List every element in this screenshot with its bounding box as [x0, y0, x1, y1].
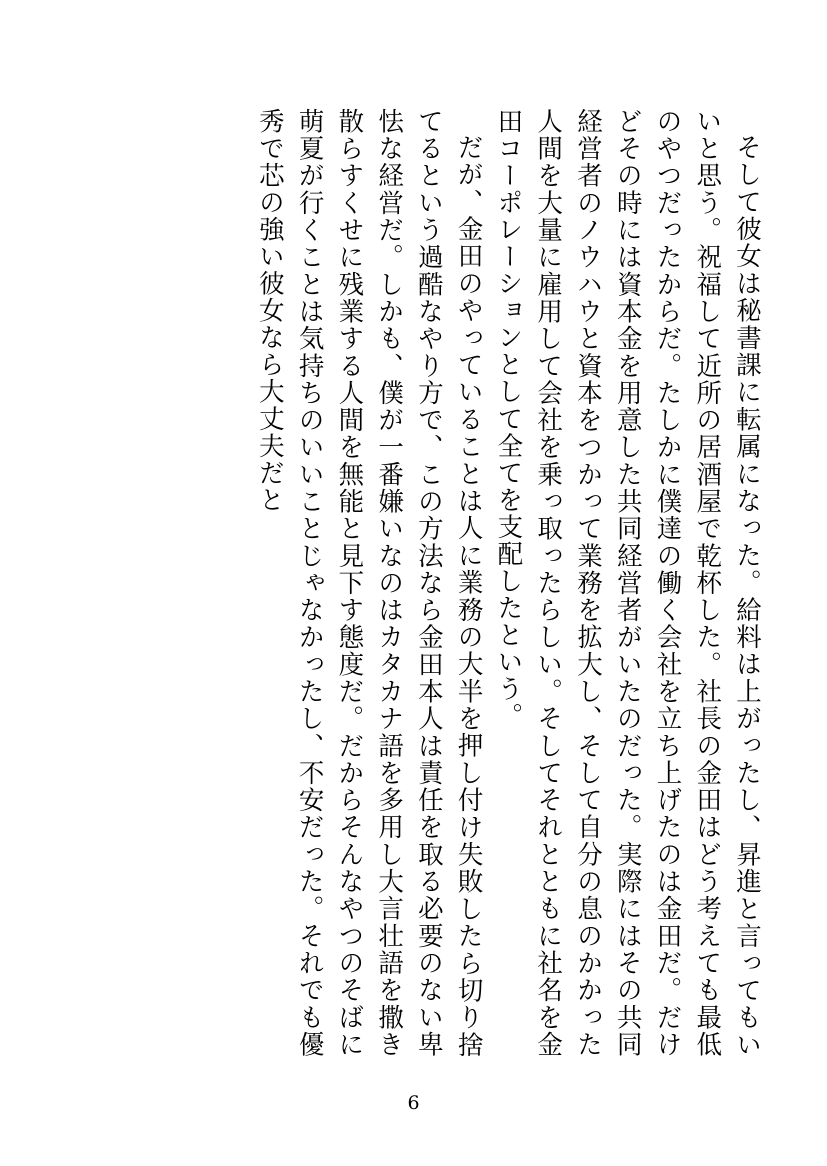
- paragraph-1: そして彼女は秘書課に転属になった。給料は上がったし、昇進と言ってもいいと思う。祝福して近所の居酒屋で乾杯した。社長の金田はどう考えても最低のやつだったからだ。たしかに僕達の働く会社を立ち上げたのは金田だ。だけどその時には資本金を用意した共同経営者がいたのだった。実際にはその共同経営者のノウハウと資本をつかって業務を拡大し、そして自分の息のかかった人間を大量に雇用して会社を乗っ取ったらしい。そしてそれとともに社名を金田コーポレーションとして全てを支配したという。: [493, 108, 762, 1058]
- paragraph-2: だが、金田のやっていることは人に業務の大半を押し付け失敗したら切り捨てるという過酷なやり方で、この方法なら金田本人は責任を取る必要のない卑怯な経営だ。しかも、僕が一番嫌いなのはカタカナ語を多用し大言壮語を撒き散らすくせに残業する人間を無能と見下す態度だ。だからそんなやつのそばに萌夏が行くことは気持ちのいいことじゃなかったし、不安だった。それでも優秀で芯の強い彼女なら大丈夫だと: [254, 108, 484, 1058]
- page-number: 6: [407, 1092, 420, 1114]
- vertical-text-body: [66, 108, 766, 1058]
